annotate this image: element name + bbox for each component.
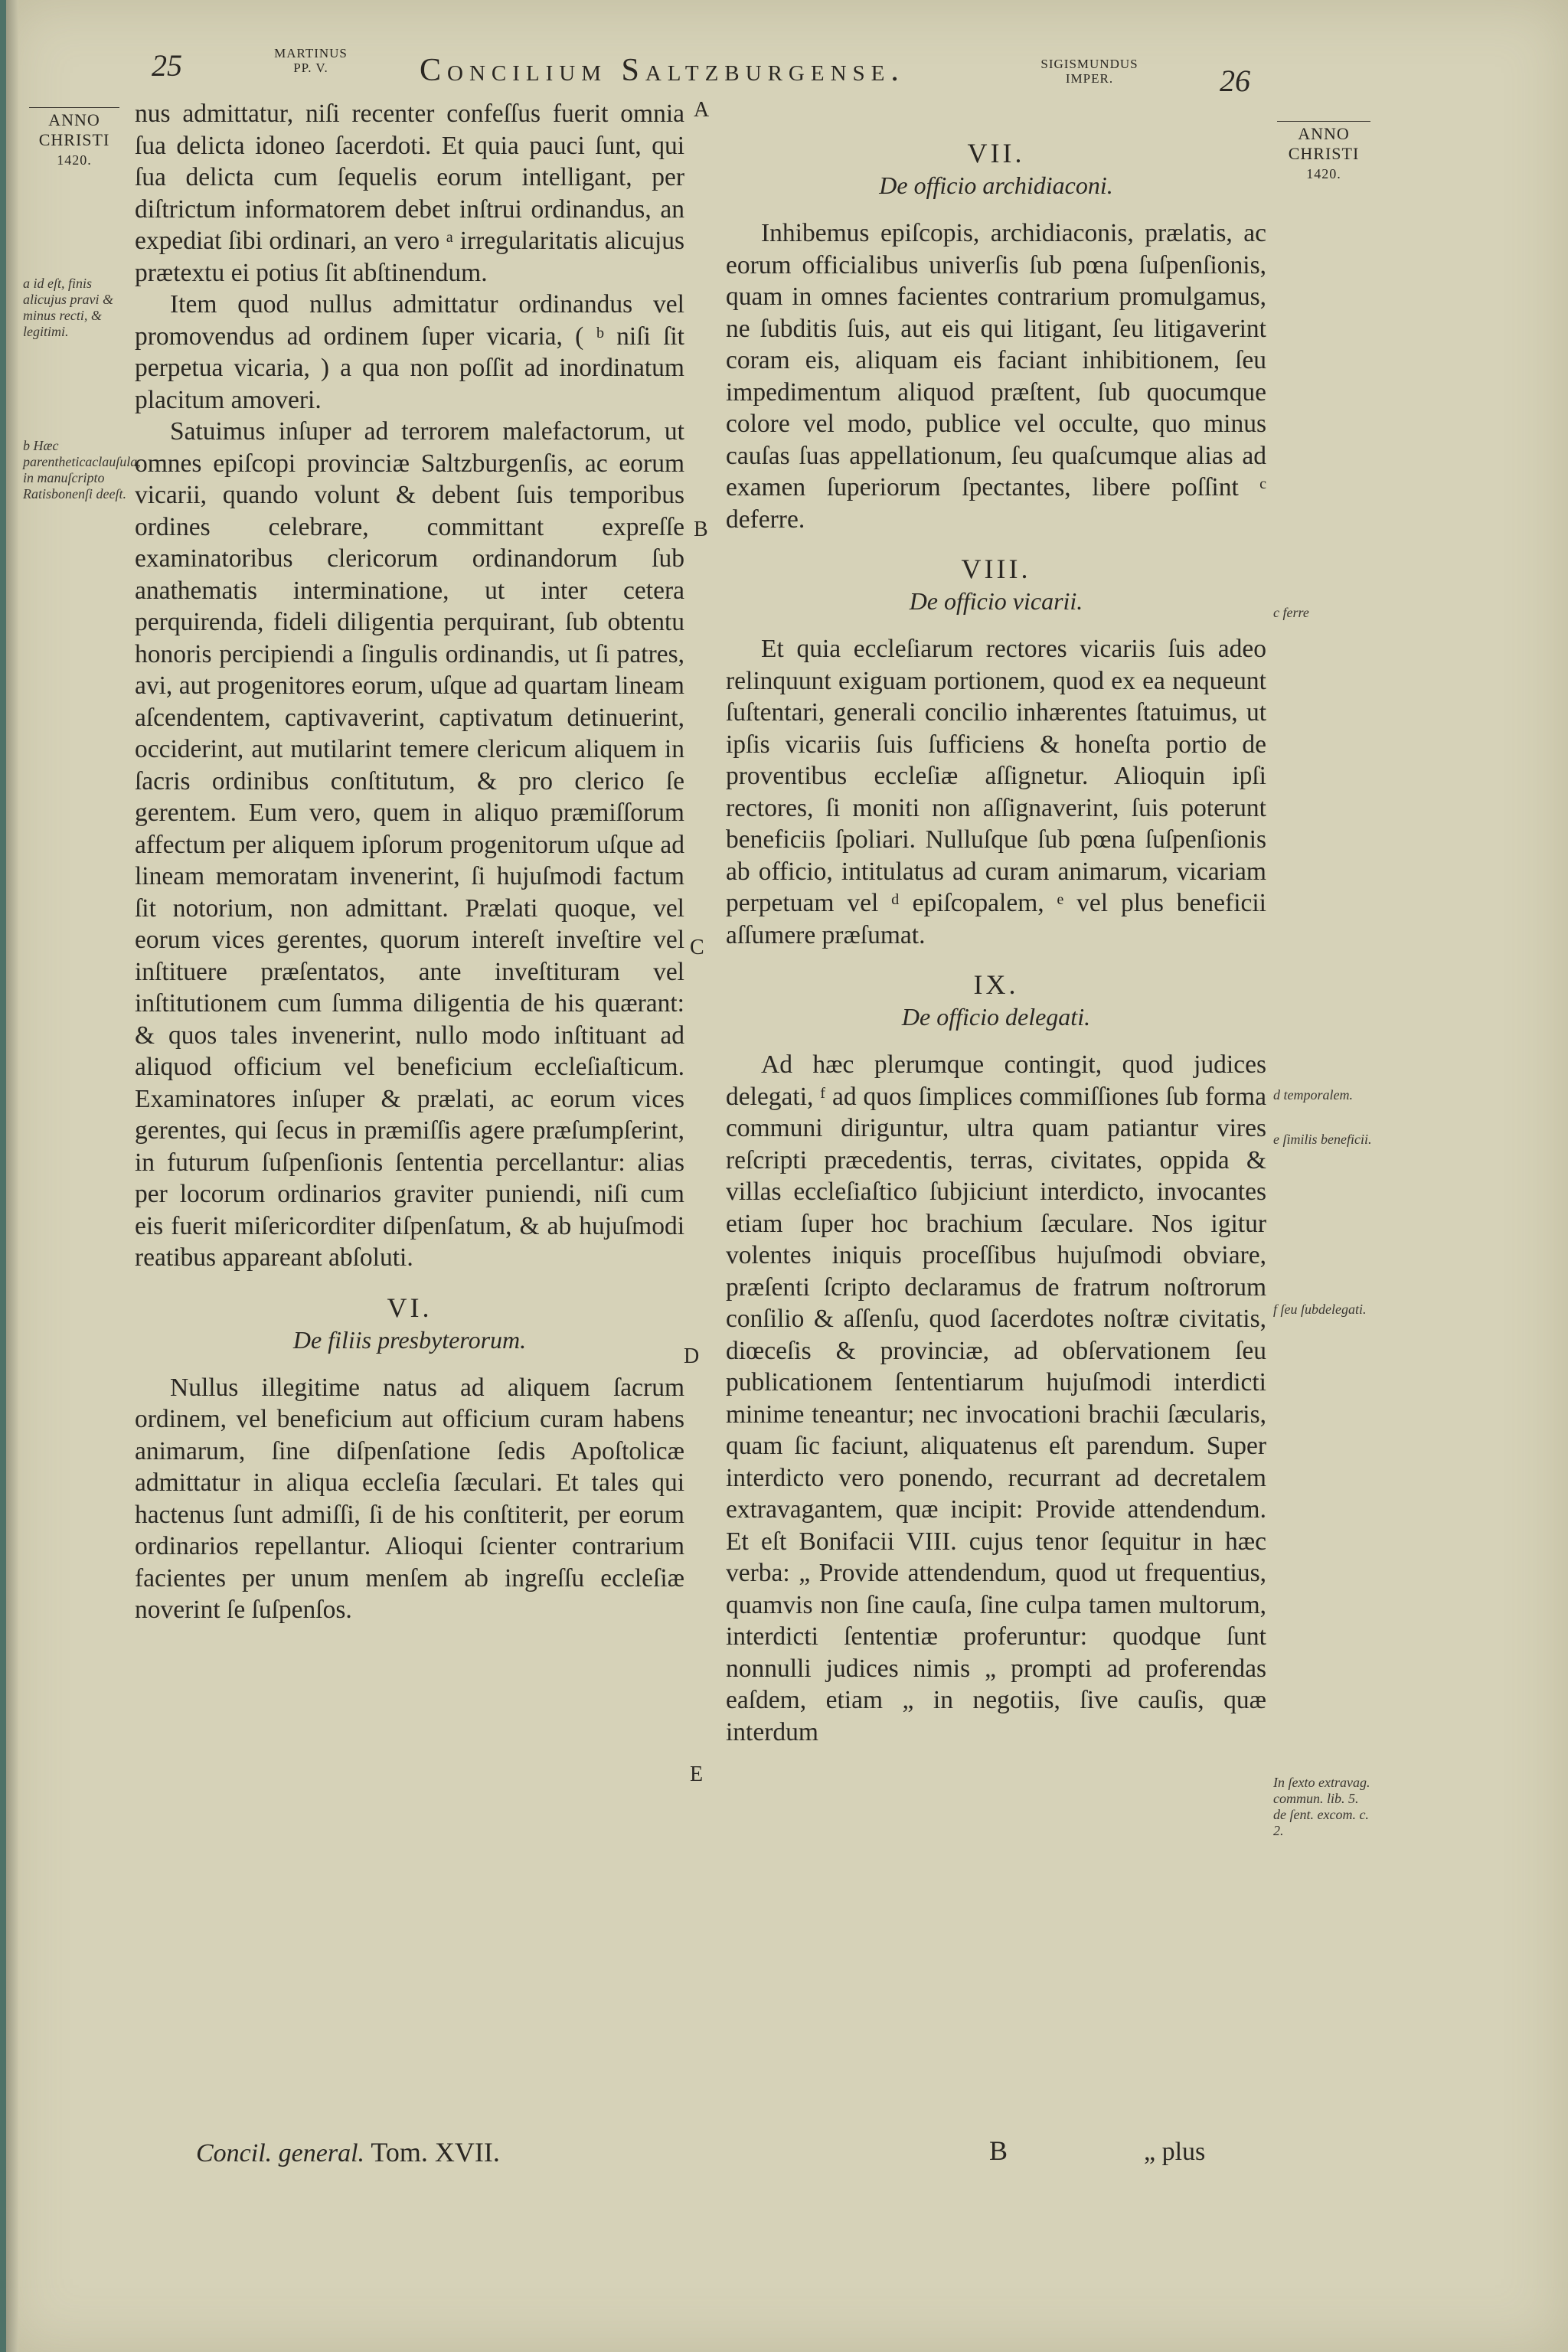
- header-emperor-name: SIGISMUNDUS: [1040, 57, 1138, 71]
- catchword: „ plus: [1144, 2138, 1206, 2166]
- section-number: IX.: [973, 969, 1019, 1000]
- left-page-number: 25: [152, 48, 182, 83]
- margin-note-b: b Hæc parentheticaclauſula, in manuſcripto Ratisbonenſi deeſt.: [23, 438, 141, 501]
- section-letter-e: E: [690, 1762, 704, 1786]
- anno-christi-right: [1277, 121, 1370, 184]
- spacer: [726, 201, 1266, 217]
- christi-label: CHRISTI: [38, 130, 110, 149]
- paragraph: Satuimus inſuper ad terrorem malefactorum, ut omnes epiſcopi provinciæ Saltzburgenſis, ac eorum vicarii, quando volunt & debent ſuis temporibus ordines celebrare, committant expreſſe examinatoribus clericorum ordinandorum ſub anathematis interminatione, ut inter cetera perquirenda, fideli diligentia perquirant, ſub obtentu honoris percipiendi a ſingulis ordinandis, ut ſi patres, avi, aut progenitores eorum, uſque ad quartam lineam aſcendentem, captivaverint, captivatum detinuerint, occiderint, aut mutilarint temere clericum aliquem in ſacris ordinibus conſtitutum, & pro clerico ſe gerentem. Eum vero, quem in aliquo præmiſſorum affectum per aliquem ipſorum progenitorum uſque ad lineam memoratam invenerint, ſi hujuſmodi factum ſit notorium, non admittant. Prælati quoque, vel eorum vices gerentes, quorum intereſt inveſtire vel inſtituere præſentatos, ante inveſtituram vel inſtitutionem cum ſumma diligentia de his quærant: & quos tales invenerint, nullo modo inſtituant ad aliquod officium vel beneficium eccleſiaſticum. Examinatores inſuper & prælati, ac eorum vices gerentes, qui ſecus in præmiſſis agere præſumpſerint, in futurum ſuſpenſionis ſententia percellantur: alias per locorum ordinarios graviter puniendi, niſi cum eis fuerit miſericorditer diſpenſatum, & ab hujuſmodi reatibus appareant abſoluti.: [135, 417, 684, 1272]
- anno-label: ANNO: [1298, 124, 1350, 143]
- spacer: [726, 1032, 1266, 1049]
- anno-christi-left: [29, 107, 119, 170]
- christi-label: CHRISTI: [1288, 144, 1360, 163]
- margin-note-f: f ſeu ſubdelegati.: [1273, 1302, 1367, 1317]
- paragraph: Ad hæc plerumque contingit, quod judices delegati, ᶠ ad quos ſimplices commiſſiones ſub forma communi diriguntur, ultra quam patiantur vires reſcripti præcedentis, terras, civitates, oppida & villas eccleſiaſtico ſubjiciunt interdicto, invocantes etiam ſuper hoc brachium ſæculare. Nos igitur volentes iniquis proceſſibus hujuſmodi obviare, præſenti ſcripto declaramus de fratrum noſtrorum conſilio & aſſenſu, quod ſacerdotes noſtræ civitatis, diœceſis & provinciæ, ad obſervationem ſeu publicationem ſententiarum hujuſmodi interdicti minime teneantur; nec invocationi brachii ſæcularis, quam ſic faciunt, aliquatenus eſt parendum. Super interdicto vero ponendo, recurrant ad decretalem extravagantem, quæ incipit: Provide attendendum. Et eſt Bonifacii VIII. cujus tenor ſequitur in hæc verba: „ Provide attendendum, quod ut frequentius, quamvis non ſine cauſa, ſine culpa tamen multorum, interdicti ſententiæ proferuntur: quodque ſunt nonnulli judices nimis „ prompti ad proferendas eaſdem, etiam „ in negotiis, ſive cauſis, quæ interdum: [726, 1050, 1266, 1746]
- signature-mark: B: [989, 2135, 1008, 2166]
- paragraph: nus admittatur, niſi recenter confeſſus fuerit omnia ſua delicta idoneo ſacerdoti. Et quia pauci ſunt, qui ſua delicta cum ſequelis eorum intelligant, per diſtrictum informatorem debet inſtrui ordinandus, an expediat ſibi ordinari, an vero ᵃ irregularitatis alicujus prætextu ei potius ſit abſtinendum.: [135, 100, 684, 287]
- section-letter-d: D: [684, 1344, 700, 1368]
- margin-note-reference: In ſexto extravag. commun. lib. 5. de ſent. excom. c. 2.: [1273, 1775, 1370, 1838]
- paragraph: Et quia eccleſiarum rectores vicariis ſuis adeo relinquunt exiguam portionem, quod ex ea nequeunt ſuſtentari, generali concilio inhærentes ſtatuimus, ut ipſis vicariis ſuis ſufficiens & honeſta portio de proventibus eccleſiæ aſſignetur. Alioquin ipſi rectores, ſi moniti non aſſignaverint, ſuis poterunt beneficiis ſpoliari. Nulluſque ſub pœna ſuſpenſionis ab officio, intitulatus ad curam animarum, vicariam perpetuam vel ᵈ epiſcopalem, ᵉ vel plus beneficii aſſumere præſumat.: [726, 635, 1266, 949]
- spacer: [726, 535, 1266, 552]
- section-letter-a: A: [694, 98, 710, 122]
- section-letter-c: C: [690, 936, 704, 959]
- header-emperor-title: IMPER.: [1065, 71, 1114, 86]
- header-pope: [250, 46, 372, 75]
- footer-volume-title: Concil. general.: [196, 2139, 365, 2167]
- header-emperor: [1024, 57, 1155, 86]
- anno-rule: [1277, 121, 1370, 122]
- right-column: [726, 136, 1266, 1748]
- spacer: [135, 1355, 684, 1372]
- left-column: [135, 98, 684, 1626]
- right-page-number: 26: [1220, 64, 1250, 98]
- anno-year: 1420.: [1306, 166, 1341, 181]
- header-pope-title: PP. V.: [293, 60, 328, 75]
- spacer: [726, 616, 1266, 633]
- paragraph: Inhibemus epiſcopis, archidiaconis, prælatis, ac eorum officialibus univerſis ſub pœna ſuſpenſionis, quam in omnes facientes contrarium promulgamus, ne ſubditis ſuis, aut eis qui litigant, ſeu litigaverint coram eis, aliquam eis faciant inhibitionem, ſeu impedimentum aliquod præſtent, ſub quocumque colore vel modo, publice vel occulte, quo minus cauſas ſuas appellationum, ſeu quaſcumque alias ad examen ſuperiorum ſpectantes, libere poſſint ᶜ deferre.: [726, 219, 1266, 534]
- section-title: De officio vicarii.: [909, 587, 1083, 615]
- section-title: De officio archidiaconi.: [879, 172, 1113, 199]
- section-title: De filiis presbyterorum.: [292, 1325, 527, 1354]
- section-number: VIII.: [961, 554, 1031, 584]
- paragraph: Item quod nullus admittatur ordinandus vel promovendus ad ordinem ſuper vicaria, ( ᵇ niſi ſit perpetua vicaria, ) a qua non poſſit ad inordinatum placitum amoveri.: [135, 290, 684, 414]
- anno-label: ANNO: [48, 110, 100, 129]
- book-spine: [6, 0, 18, 2352]
- page: [6, 0, 1568, 2352]
- page-title: Concilium Saltzburgense.: [420, 53, 905, 88]
- margin-note-a: a id eſt, finis alicujus pravi & minus recti, & legitimi.: [23, 276, 113, 339]
- header-pope-name: MARTINUS: [274, 46, 348, 60]
- section-number: VII.: [967, 138, 1025, 168]
- margin-note-e: e ſimilis beneficii.: [1273, 1132, 1372, 1147]
- section-title: De officio delegati.: [901, 1003, 1091, 1031]
- spacer: [135, 1274, 684, 1291]
- paragraph: Nullus illegitime natus ad aliquem ſacrum ordinem, vel beneficium aut officium curam habens animarum, ſine diſpenſatione ſedis Apoſtolicæ admittatur in aliqua eccleſia ſæculari. Et tales qui hactenus ſunt admiſſi, ſi de his conſtiterit, per eorum ordinarios repellantur. Alioqui ſcienter contrarium facientes per unum menſem ab ingreſſu eccleſiæ noverint ſe ſuſpenſos.: [135, 1373, 684, 1624]
- margin-note-c: c ferre: [1273, 605, 1309, 620]
- anno-rule: [29, 107, 119, 108]
- footer-volume: [196, 2136, 500, 2168]
- margin-note-d: d temporalem.: [1273, 1087, 1353, 1102]
- section-letter-b: B: [694, 518, 708, 541]
- anno-year: 1420.: [57, 152, 92, 168]
- spacer: [726, 951, 1266, 968]
- section-number: VI.: [387, 1292, 433, 1323]
- footer-volume-number: Tom. XVII.: [371, 2137, 500, 2167]
